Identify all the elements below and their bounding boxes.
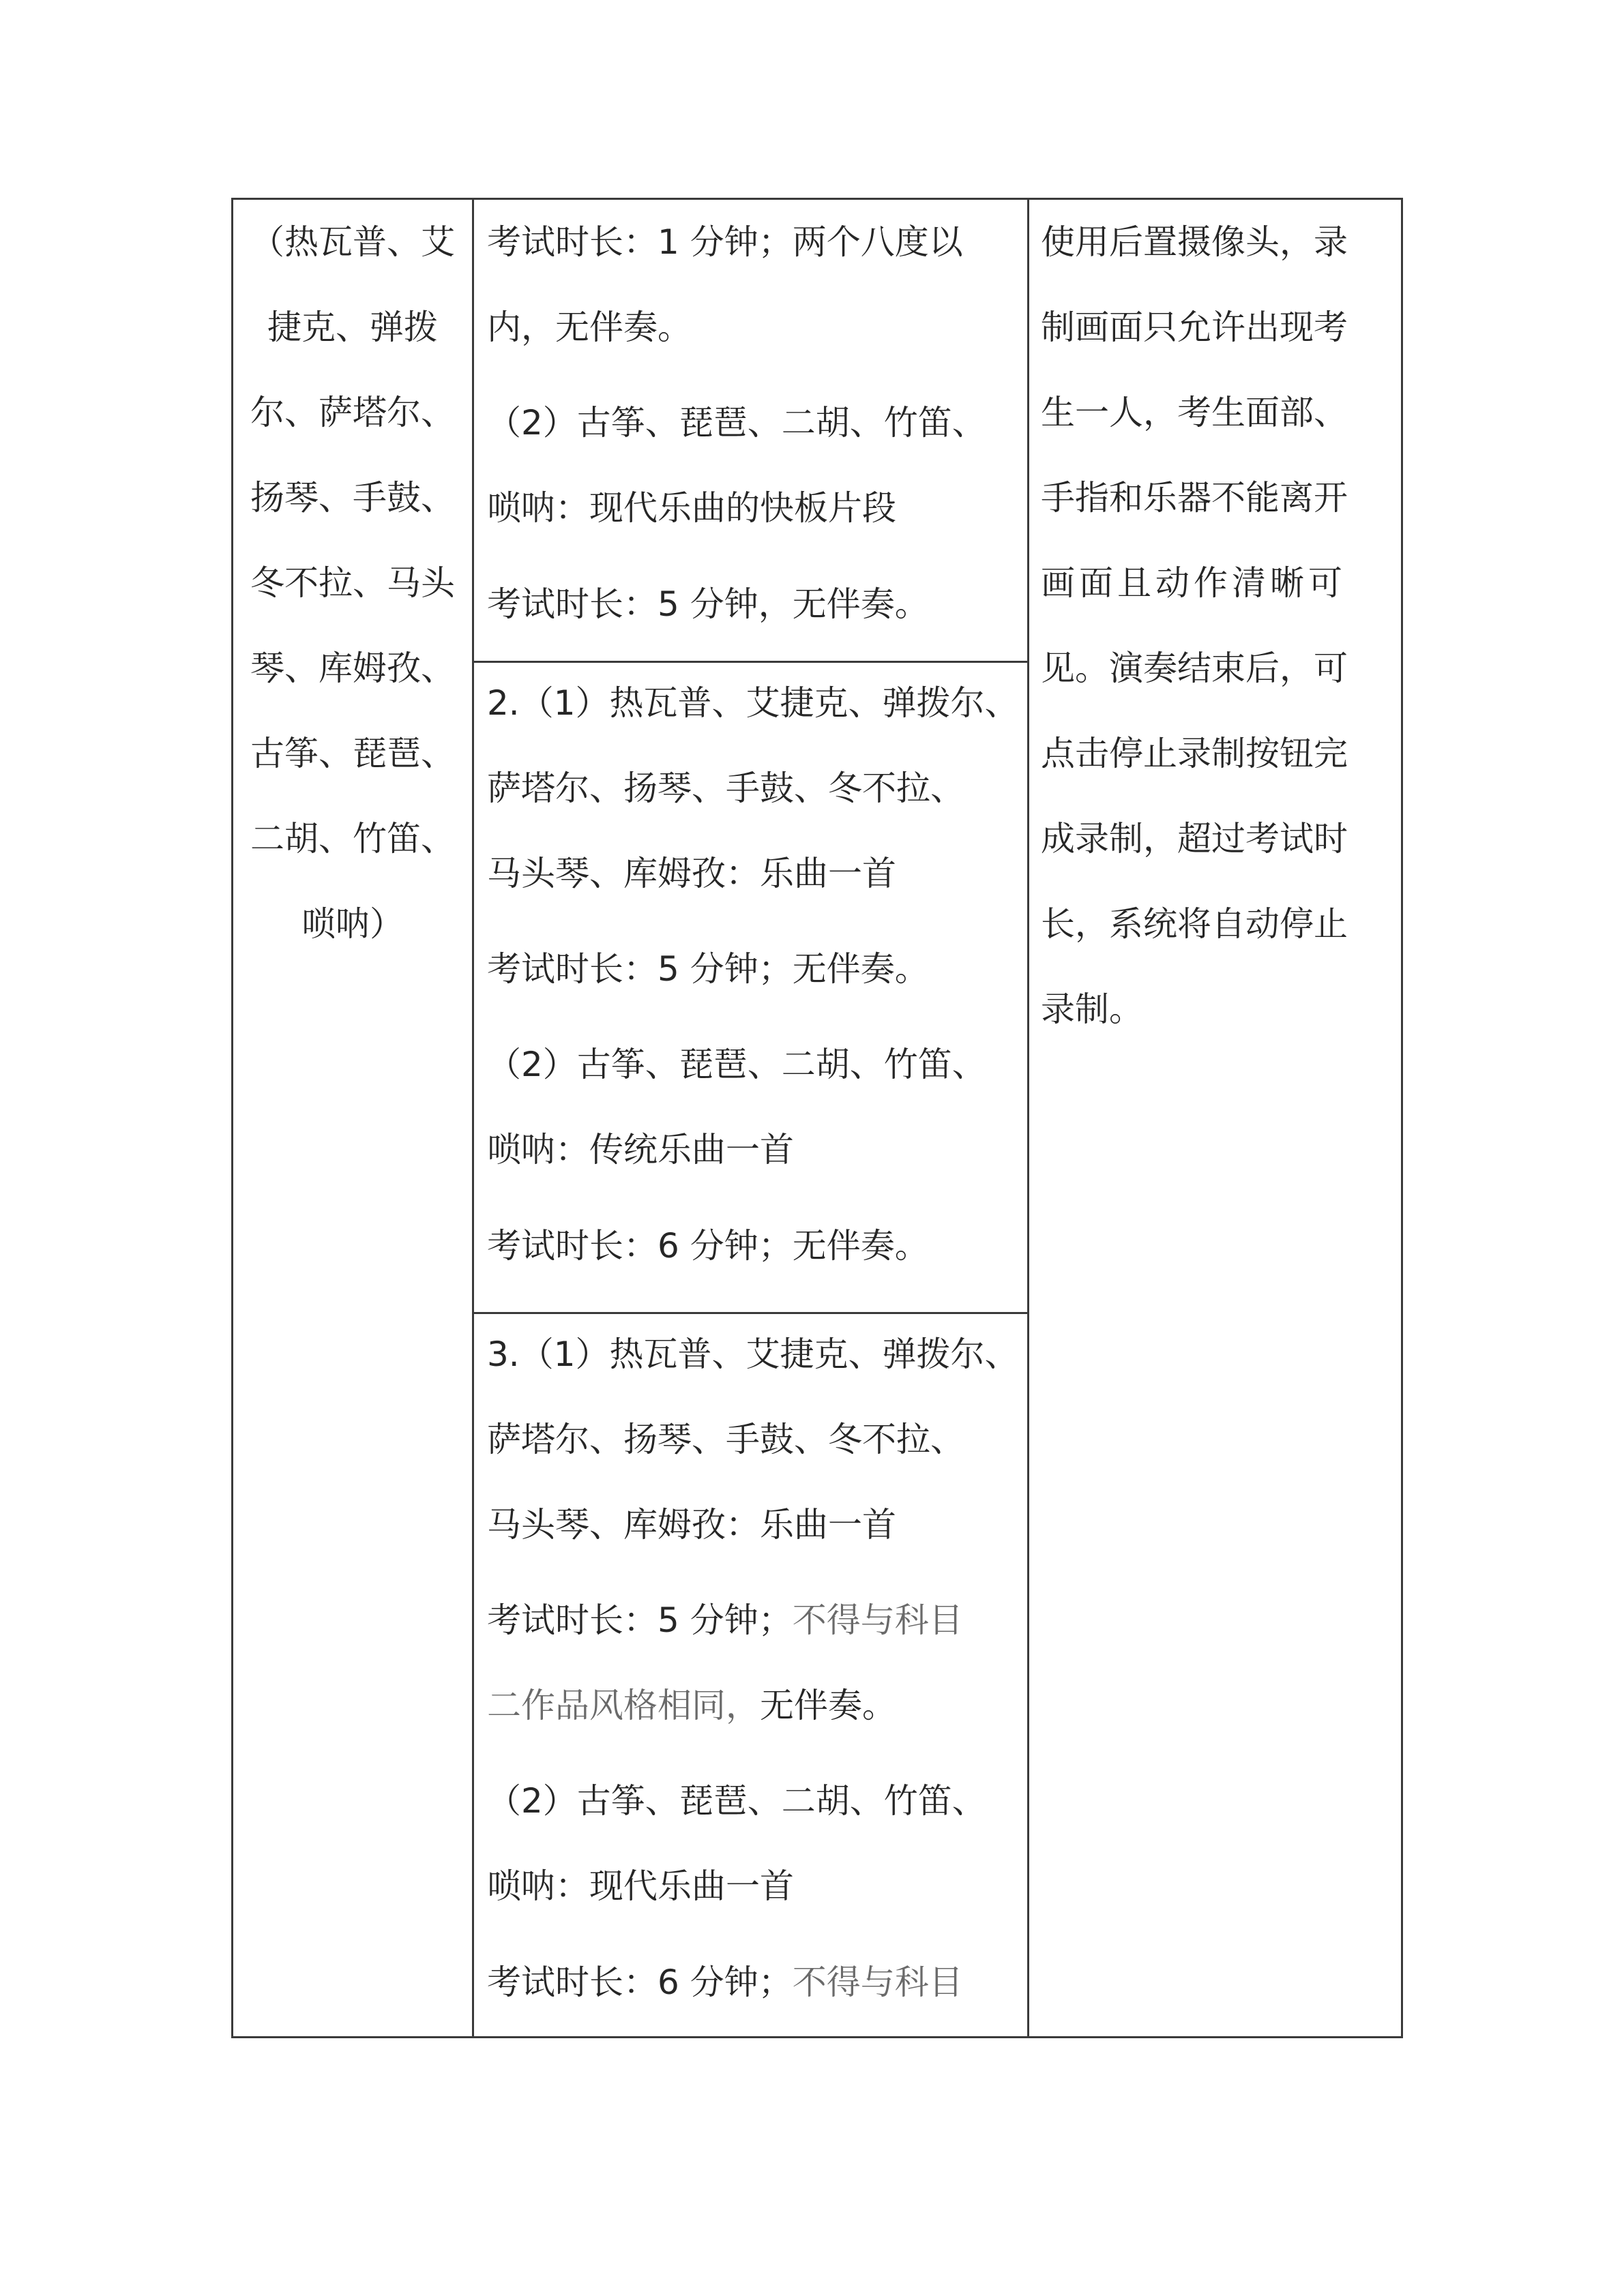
requirement-line: （2）古筝、琵琶、二胡、竹笛、: [487, 403, 986, 443]
instruction-line: 点击停止录制按钮完: [1041, 734, 1348, 773]
requirement-line: 考试时长：6 分钟；无伴奏。: [487, 1226, 929, 1266]
instruction-line: 长，系统将自动停止: [1041, 904, 1348, 944]
duration-text: 考试时长：6 分钟；: [487, 1963, 793, 2002]
requirement-block-3: [472, 1312, 1027, 2036]
requirement-line: [487, 1685, 896, 1726]
instruction-line: 生一人，考生面部、: [1041, 393, 1348, 432]
requirement-line: 萨塔尔、扬琴、手鼓、冬不拉、: [487, 769, 964, 808]
requirement-line: 3.（1）热瓦普、艾捷克、弹拨尔、: [487, 1335, 1019, 1374]
recording-instructions-cell: [1027, 200, 1401, 2036]
instrument-line: 古筝、琵琶、: [250, 734, 455, 773]
requirement-line: 唢呐：现代乐曲的快板片段: [487, 488, 896, 528]
instruction-line: 使用后置摄像头，录: [1041, 222, 1348, 262]
instrument-line: 捷克、弹拨: [267, 308, 438, 347]
instrument-line: 唢呐）: [301, 904, 404, 944]
requirement-line: 马头琴、库姆孜：乐曲一首: [487, 1505, 896, 1545]
instruction-line: 手指和乐器不能离开: [1041, 478, 1348, 518]
instrument-line: 冬不拉、马头: [250, 563, 455, 603]
requirement-line: 考试时长：5 分钟；无伴奏。: [487, 949, 929, 989]
requirement-line: 马头琴、库姆孜：乐曲一首: [487, 854, 896, 893]
style-note: 不得与科目: [792, 1600, 963, 1640]
duration-text: 考试时长：5 分钟；: [487, 1600, 793, 1640]
requirement-line: 内，无伴奏。: [487, 308, 692, 347]
requirement-line: 萨塔尔、扬琴、手鼓、冬不拉、: [487, 1420, 964, 1459]
instrument-line: 尔、萨塔尔、: [250, 393, 455, 432]
requirement-block-2: [472, 661, 1027, 1314]
requirement-block-1: [472, 200, 1027, 663]
style-note: 不得与科目: [792, 1963, 963, 2002]
exam-requirements-table: [231, 198, 1403, 2038]
requirement-line: 2.（1）热瓦普、艾捷克、弹拨尔、: [487, 683, 1019, 723]
instrument-list-cell: [233, 200, 474, 2036]
instrument-line: 二胡、竹笛、: [250, 819, 455, 859]
requirement-line: [487, 1962, 963, 2003]
requirement-line: 唢呐：现代乐曲一首: [487, 1866, 794, 1906]
requirement-line: [487, 1600, 963, 1641]
instrument-line: 扬琴、手鼓、: [250, 478, 455, 518]
requirement-line: （2）古筝、琵琶、二胡、竹笛、: [487, 1045, 986, 1084]
accompaniment-note: 无伴奏。: [760, 1686, 896, 1725]
requirement-line: 考试时长：5 分钟，无伴奏。: [487, 584, 929, 624]
instruction-line: 录制。: [1041, 989, 1143, 1029]
instrument-line: 琴、库姆孜、: [250, 648, 455, 688]
style-note: 二作品风格相同，: [487, 1686, 760, 1725]
instruction-line: 见。演奏结束后，可: [1041, 648, 1348, 688]
requirement-line: （2）古筝、琵琶、二胡、竹笛、: [487, 1781, 986, 1821]
instrument-line: （热瓦普、艾: [250, 222, 455, 262]
instruction-line: 成录制，超过考试时: [1041, 819, 1348, 859]
requirements-column: [472, 200, 1029, 2036]
instruction-line: 画面且动作清晰可: [1041, 563, 1346, 603]
instruction-line: 制画面只允许出现考: [1041, 308, 1348, 347]
requirement-line: 唢呐：传统乐曲一首: [487, 1130, 794, 1169]
requirement-line: 考试时长：1 分钟；两个八度以: [487, 222, 963, 262]
